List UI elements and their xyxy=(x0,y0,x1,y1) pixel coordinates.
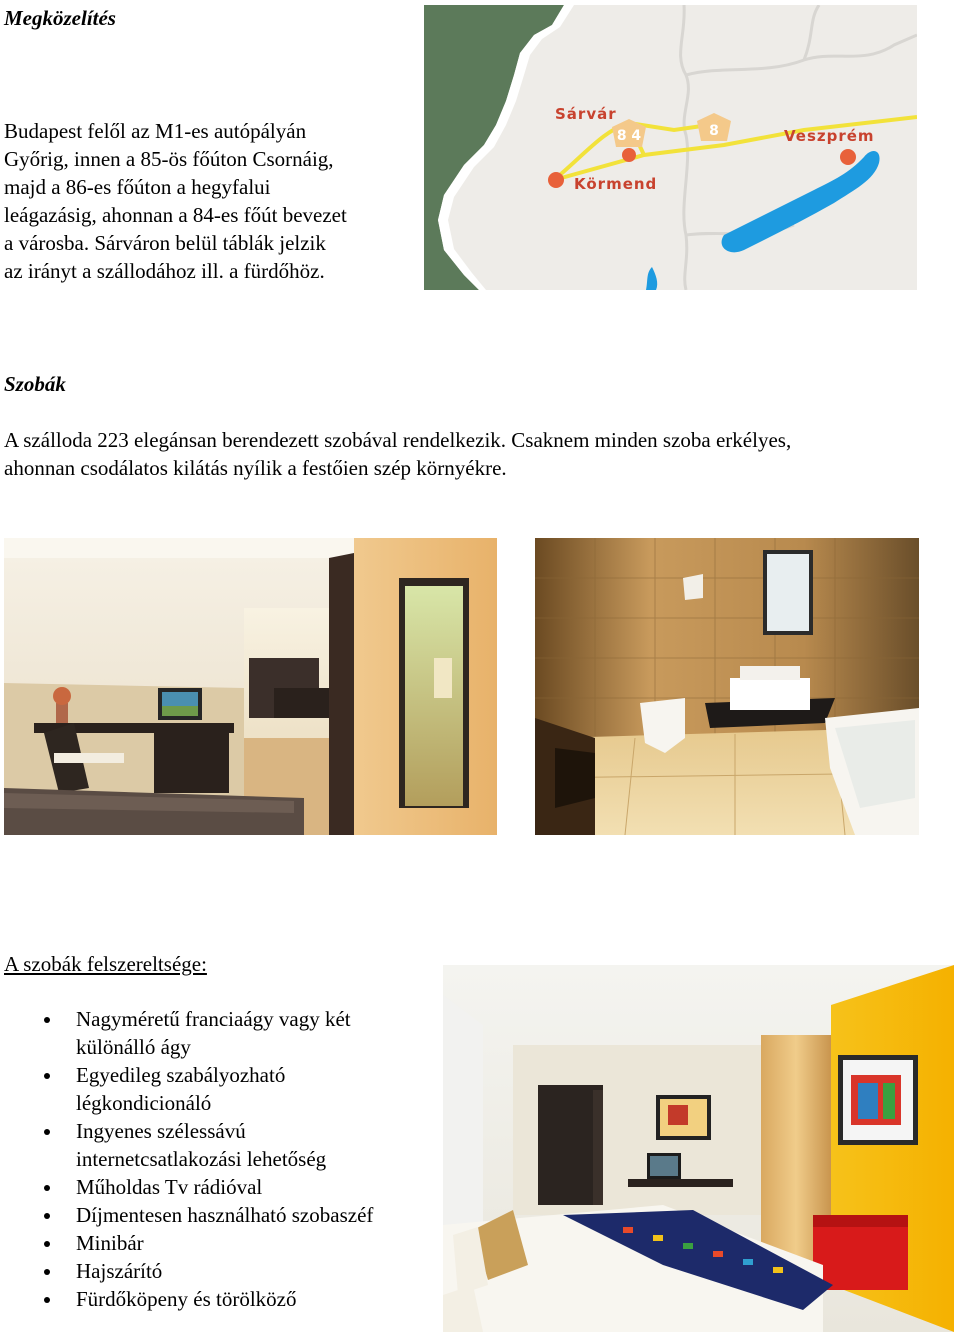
bedroom-photo xyxy=(443,965,954,1332)
approach-text xyxy=(4,117,347,285)
list-item xyxy=(4,1061,434,1117)
list-item-line: internetcsatlakozási lehetőség xyxy=(76,1147,327,1171)
equipment-heading: A szobák felszereltsége: xyxy=(4,952,207,976)
road-number-8: 8 xyxy=(709,123,719,139)
list-item xyxy=(4,1201,434,1229)
room-photo xyxy=(4,538,497,835)
list-item-line: Nagyméretű franciaágy vagy két xyxy=(76,1007,351,1031)
approach-line: Budapest felől az M1-es autópályán xyxy=(4,119,307,143)
map-label-sarvar: Sárvár xyxy=(555,105,617,123)
city-marker-sarvar xyxy=(622,148,636,162)
list-item-line: légkondicionáló xyxy=(76,1091,212,1115)
list-item xyxy=(4,1257,434,1285)
approach-heading: Megközelítés xyxy=(4,6,116,30)
list-item xyxy=(4,1229,434,1257)
road-number-84: 8 4 xyxy=(616,128,642,144)
list-item-line: Hajszárító xyxy=(76,1259,163,1283)
list-item-line: különálló ágy xyxy=(76,1035,191,1059)
rooms-line: A szálloda 223 elegánsan berendezett szobával rendelkezik. Csaknem minden szoba erkélyes, xyxy=(4,428,792,452)
route-map xyxy=(424,5,917,290)
approach-line: majd a 86-es főúton a hegyfalui xyxy=(4,175,271,199)
list-item xyxy=(4,1117,434,1173)
city-marker-veszprem xyxy=(840,149,856,165)
list-item-line: Ingyenes szélessávú xyxy=(76,1119,246,1143)
city-marker-kormend xyxy=(548,172,564,188)
rooms-text xyxy=(4,426,791,482)
list-item-line: Minibár xyxy=(76,1231,144,1255)
list-item xyxy=(4,1173,434,1201)
approach-line: az irányt a szállodához ill. a fürdőhöz. xyxy=(4,259,325,283)
list-item-line: Egyedileg szabályozható xyxy=(76,1063,286,1087)
list-item xyxy=(4,1005,434,1061)
list-item xyxy=(4,1285,434,1313)
list-item-line: Díjmentesen használható szobaszéf xyxy=(76,1203,374,1227)
map-label-kormend: Körmend xyxy=(574,175,658,193)
approach-line: a városba. Sárváron belül táblák jelzik xyxy=(4,231,326,255)
list-item-line: Műholdas Tv rádióval xyxy=(76,1175,263,1199)
rooms-line: ahonnan csodálatos kilátás nyílik a festőien szép környékre. xyxy=(4,456,507,480)
list-item-line: Fürdőköpeny és törölköző xyxy=(76,1287,297,1311)
approach-line: Győrig, innen a 85-ös főúton Csornáig, xyxy=(4,147,334,171)
bathroom-photo xyxy=(535,538,919,835)
rooms-heading: Szobák xyxy=(4,372,66,396)
approach-line: leágazásig, ahonnan a 84-es főút bevezet xyxy=(4,203,347,227)
feature-list xyxy=(4,1005,434,1313)
map-label-veszprem: Veszprém xyxy=(784,127,875,145)
